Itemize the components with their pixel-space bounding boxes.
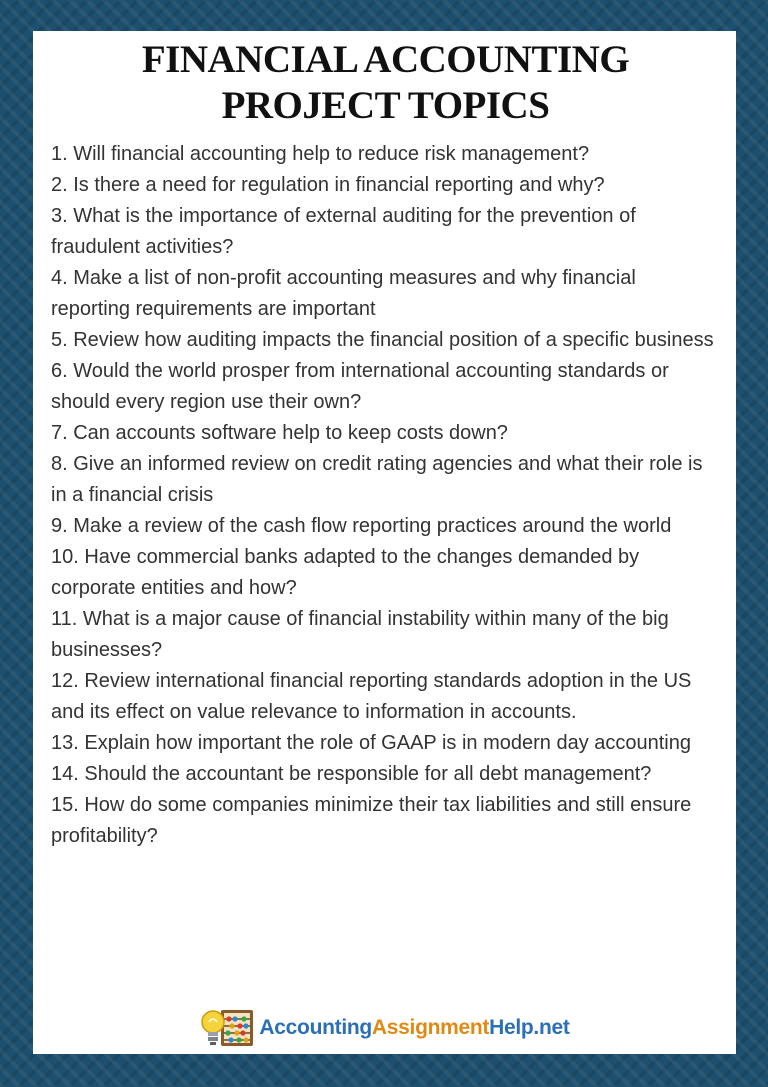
brand-name: [259, 1016, 569, 1040]
topic-item-15: 15. How do some companies minimize their tax liabilities and still ensure profitability?: [51, 794, 692, 847]
page-title: [51, 37, 720, 129]
topic-item-14: 14. Should the accountant be responsible for all debt management?: [51, 763, 652, 785]
topic-item-9: 9. Make a review of the cash flow reporting practices around the world: [51, 515, 672, 537]
topic-item-3: 3. What is the importance of external auditing for the prevention of fraudulent activities?: [51, 205, 636, 258]
lightbulb-abacus-icon: [199, 1006, 255, 1050]
topic-item-4: 4. Make a list of non-profit accounting measures and why financial reporting requirements are important: [51, 267, 636, 320]
title-line-1: FINANCIAL ACCOUNTING: [141, 38, 630, 81]
topic-item-10: 10. Have commercial banks adapted to the changes demanded by corporate entities and how?: [51, 546, 640, 599]
title-line-2: PROJECT TOPICS: [221, 84, 550, 127]
topic-item-1: 1. Will financial accounting help to reduce risk management?: [51, 143, 590, 165]
document-card: [33, 31, 736, 1054]
brand-logo: [33, 1006, 736, 1050]
brand-name-part1: Accounting: [259, 1016, 372, 1039]
topic-item-11: 11. What is a major cause of financial instability within many of the big businesses?: [51, 608, 669, 661]
topic-item-6: 6. Would the world prosper from international accounting standards or should every region use their own?: [51, 360, 669, 413]
topic-list: [51, 139, 720, 852]
brand-name-part2: Assignment: [371, 1016, 490, 1039]
topic-item-5: 5. Review how auditing impacts the financial position of a specific business: [51, 329, 714, 351]
topic-item-2: 2. Is there a need for regulation in financial reporting and why?: [51, 174, 605, 196]
brand-name-part3: Help.net: [489, 1016, 570, 1039]
topic-item-7: 7. Can accounts software help to keep costs down?: [51, 422, 508, 444]
topic-item-8: 8. Give an informed review on credit rating agencies and what their role is in a financial crisis: [51, 453, 703, 506]
topic-item-13: 13. Explain how important the role of GAAP is in modern day accounting: [51, 732, 691, 754]
topic-item-12: 12. Review international financial reporting standards adoption in the US and its effect on value relevance to information in accounts.: [51, 670, 692, 723]
